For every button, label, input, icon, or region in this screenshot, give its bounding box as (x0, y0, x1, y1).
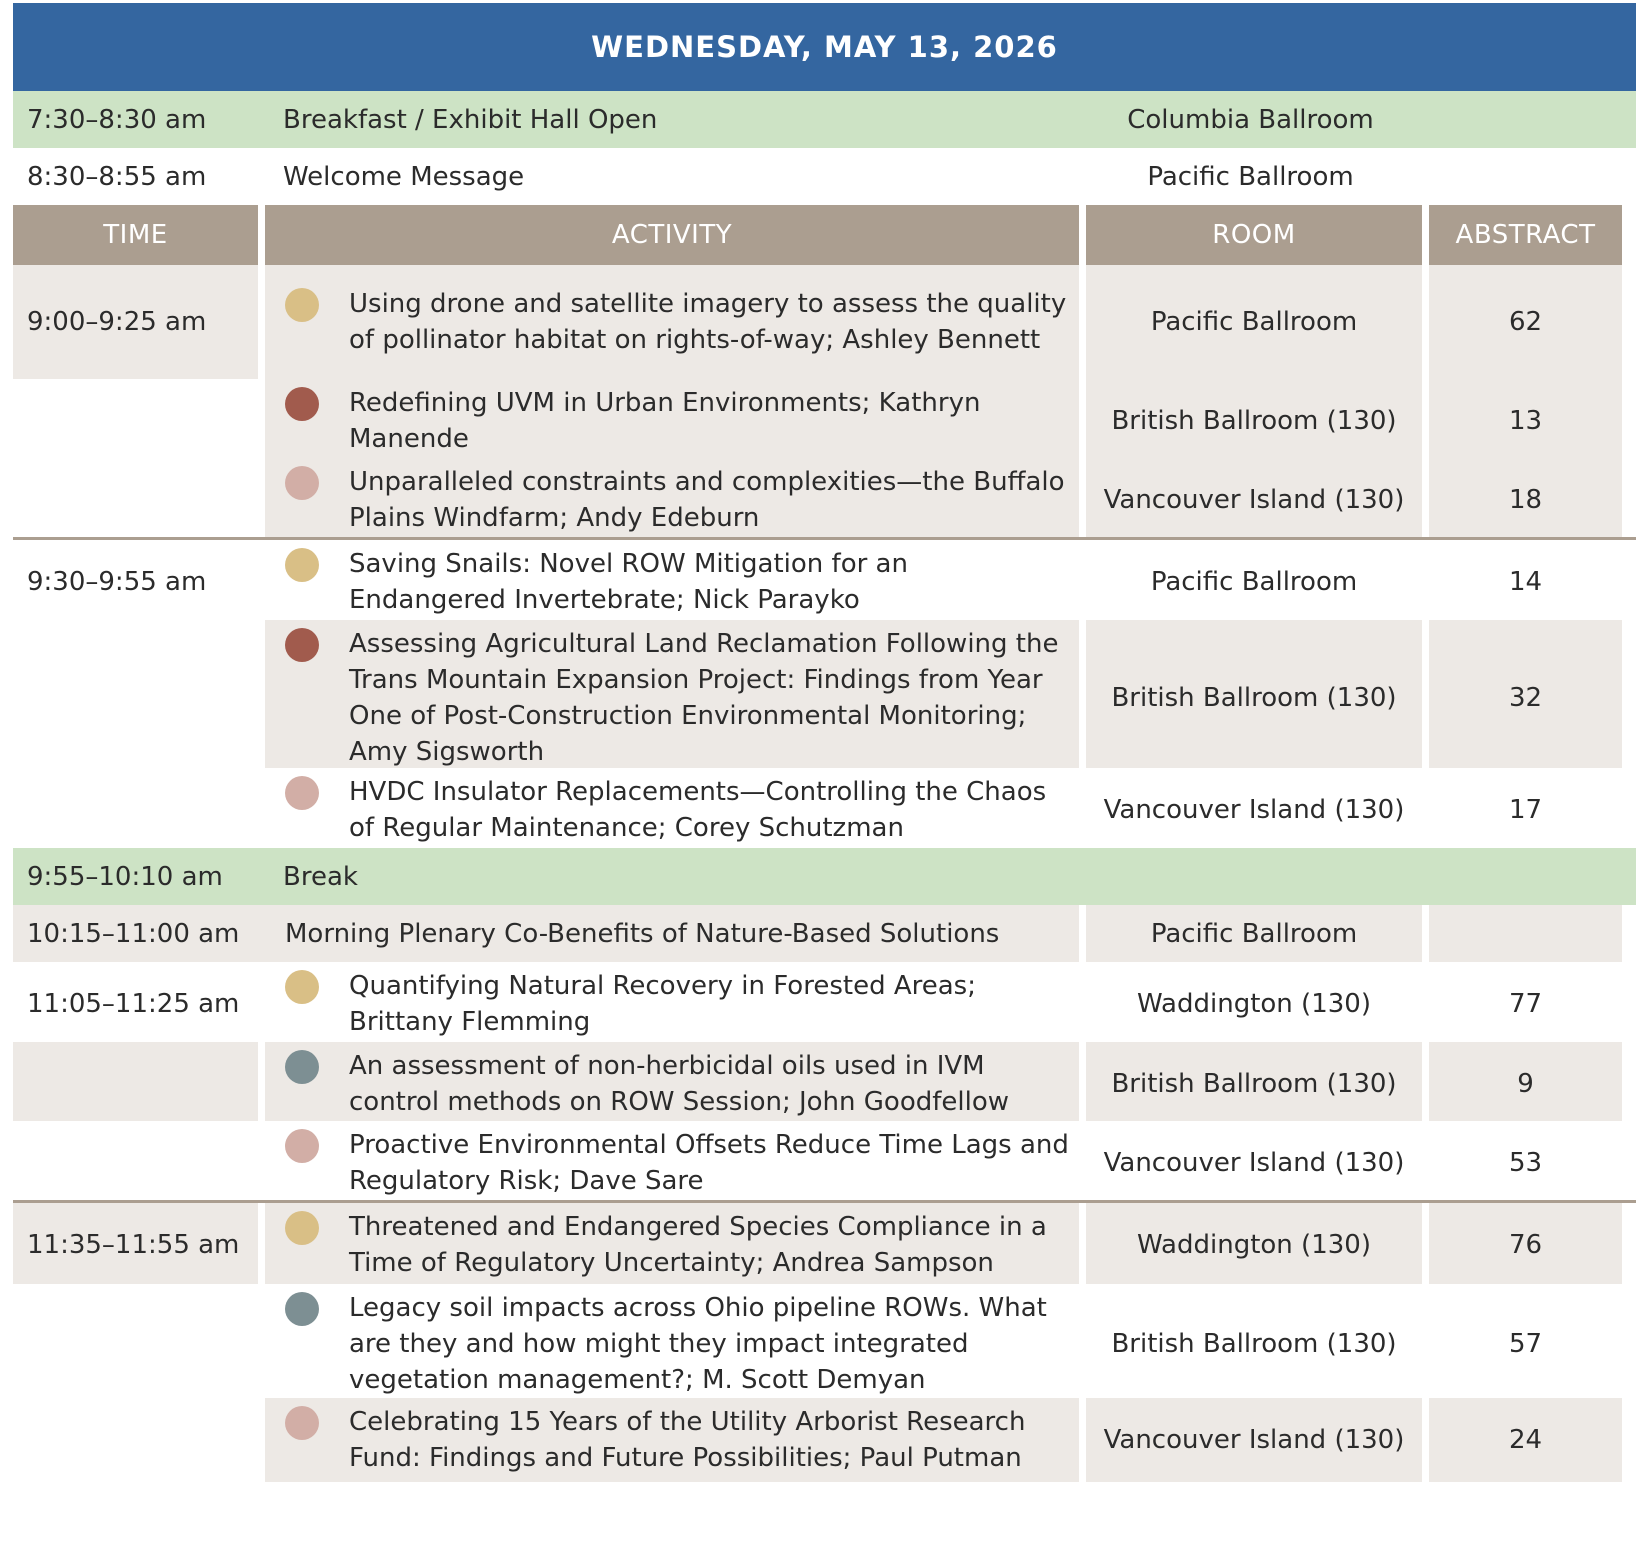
abstract-cell: 13 (1429, 379, 1622, 463)
activity-text: HVDC Insulator Replacements—Controlling the Chaos of Regular Maintenance; Corey Schutzman (349, 777, 1047, 843)
schedule-row (13, 1042, 1636, 1121)
time-cell: 7:30–8:30 am (27, 104, 207, 135)
activity-text: Proactive Environmental Offsets Reduce Time Lags and Regulatory Risk; Dave Sare (349, 1130, 1069, 1196)
session-dot-icon (285, 288, 319, 322)
room-cell: Pacific Ballroom (1086, 265, 1422, 379)
activity-cell (265, 962, 1079, 1046)
session-dot-icon (285, 1292, 319, 1326)
activity-cell (265, 265, 1079, 379)
time-cell (13, 768, 258, 852)
session-dot-icon (285, 387, 319, 421)
abstract-cell (1422, 848, 1636, 905)
abstract-cell: 24 (1429, 1398, 1622, 1482)
session-dot-icon (285, 1406, 319, 1440)
room-cell: Vancouver Island (130) (1086, 1121, 1422, 1205)
session-dot-icon (285, 466, 319, 500)
room-cell: British Ballroom (130) (1086, 1284, 1422, 1404)
time-cell (13, 1284, 258, 1404)
day-header (13, 3, 1636, 91)
activity-cell: Morning Plenary Co-Benefits of Nature-Based Solutions (258, 905, 1079, 962)
time-cell (13, 458, 258, 542)
schedule-row (13, 1121, 1636, 1200)
schedule-row (13, 620, 1636, 768)
column-header-row (13, 205, 1636, 265)
time-cell: 10:15–11:00 am (13, 905, 258, 962)
schedule-row-break (13, 848, 1636, 905)
time-cell (13, 1121, 258, 1205)
session-dot-icon (285, 628, 319, 662)
schedule-row (13, 1398, 1636, 1478)
activity-text: Legacy soil impacts across Ohio pipeline ROWs. What are they and how might they impact integrated vegetation management?; M. Scott Demyan (349, 1293, 1047, 1395)
abstract-cell: 17 (1429, 768, 1622, 852)
room-cell: Pacific Ballroom (1086, 540, 1422, 624)
room-cell: British Ballroom (130) (1086, 620, 1422, 776)
activity-cell (265, 1203, 1079, 1287)
abstract-cell (1429, 905, 1622, 962)
schedule-row (13, 379, 1636, 458)
time-cell (13, 1042, 258, 1126)
time-cell: 11:35–11:55 am (13, 1203, 258, 1287)
activity-cell: Welcome Message (283, 161, 525, 192)
session-dot-icon (285, 970, 319, 1004)
activity-cell: Breakfast / Exhibit Hall Open (283, 104, 658, 135)
room-cell: Vancouver Island (130) (1086, 1398, 1422, 1482)
abstract-cell: 62 (1429, 265, 1622, 379)
room-cell: British Ballroom (130) (1086, 1042, 1422, 1126)
time-cell: 9:55–10:10 am (27, 861, 223, 892)
schedule-row (13, 768, 1636, 848)
abstract-cell: 76 (1429, 1203, 1622, 1287)
activity-cell (265, 1042, 1079, 1126)
room-cell: Vancouver Island (130) (1086, 768, 1422, 852)
abstract-cell: 18 (1429, 458, 1622, 542)
abstract-cell: 77 (1429, 962, 1622, 1046)
room-cell: Columbia Ballroom (1127, 104, 1374, 135)
activity-text: Redefining UVM in Urban Environments; Kathryn Manende (349, 388, 981, 454)
activity-text: An assessment of non-herbicidal oils used in IVM control methods on ROW Session; John Goodfellow (349, 1051, 1010, 1117)
time-cell: 9:30–9:55 am (13, 540, 258, 624)
session-dot-icon (285, 548, 319, 582)
abstract-cell: 32 (1429, 620, 1622, 776)
column-header-abstract: ABSTRACT (1429, 205, 1622, 265)
room-cell: Waddington (130) (1086, 962, 1422, 1046)
session-dot-icon (285, 1050, 319, 1084)
abstract-cell: 9 (1429, 1042, 1622, 1126)
schedule-row-welcome (13, 148, 1636, 205)
day-title: WEDNESDAY, MAY 13, 2026 (591, 30, 1058, 64)
column-header-activity: ACTIVITY (265, 205, 1079, 265)
session-dot-icon (285, 776, 319, 810)
activity-cell (265, 620, 1079, 776)
activity-text: Using drone and satellite imagery to assess the quality of pollinator habitat on rights-of-way; Ashley Bennett (349, 289, 1067, 355)
room-cell: Pacific Ballroom (1086, 905, 1422, 962)
schedule-row-breakfast (13, 91, 1636, 148)
activity-text: Quantifying Natural Recovery in Forested Areas; Brittany Flemming (349, 971, 976, 1037)
abstract-cell: 14 (1429, 540, 1622, 624)
schedule-row (13, 962, 1636, 1042)
time-cell: 9:00–9:25 am (13, 265, 258, 379)
time-cell: 8:30–8:55 am (27, 161, 207, 192)
activity-cell (265, 379, 1079, 463)
schedule-row (13, 1284, 1636, 1398)
activity-cell (265, 1121, 1079, 1205)
schedule-row-plenary (13, 905, 1636, 962)
schedule-row (13, 265, 1636, 379)
time-cell (13, 620, 258, 776)
abstract-cell (1422, 91, 1636, 148)
column-header-room: ROOM (1086, 205, 1422, 265)
activity-text: Celebrating 15 Years of the Utility Arborist Research Fund: Findings and Future Possibilities; Paul Putman (349, 1407, 1026, 1473)
room-cell (1079, 848, 1422, 905)
schedule-table (13, 3, 1636, 1478)
room-cell: Pacific Ballroom (1147, 161, 1354, 192)
schedule-row (13, 458, 1636, 537)
session-dot-icon (285, 1211, 319, 1245)
time-cell (13, 1398, 258, 1482)
abstract-cell (1422, 148, 1636, 205)
session-dot-icon (285, 1129, 319, 1163)
activity-text: Unparalleled constraints and complexities—the Buffalo Plains Windfarm; Andy Edeburn (349, 467, 1065, 533)
schedule-row (13, 537, 1636, 620)
activity-cell (265, 458, 1079, 542)
activity-cell (265, 768, 1079, 852)
activity-text: Threatened and Endangered Species Compliance in a Time of Regulatory Uncertainty; Andrea Sampson (349, 1212, 1047, 1278)
room-cell: Waddington (130) (1086, 1203, 1422, 1287)
room-cell: British Ballroom (130) (1086, 379, 1422, 463)
time-cell (13, 379, 258, 463)
activity-cell (265, 1284, 1079, 1404)
activity-cell (265, 540, 1079, 624)
activity-cell: Break (283, 861, 358, 892)
activity-cell (265, 1398, 1079, 1482)
activity-text: Saving Snails: Novel ROW Mitigation for an Endangered Invertebrate; Nick Parayko (349, 549, 908, 615)
column-header-time: TIME (13, 205, 258, 265)
activity-text: Assessing Agricultural Land Reclamation Following the Trans Mountain Expansion Project: Findings from Year One of Post-Construction Environmental Monitoring; Amy Sigsworth (349, 629, 1059, 767)
schedule-row (13, 1200, 1636, 1284)
room-cell: Vancouver Island (130) (1086, 458, 1422, 542)
time-cell: 11:05–11:25 am (13, 962, 258, 1046)
abstract-cell: 57 (1429, 1284, 1622, 1404)
abstract-cell: 53 (1429, 1121, 1622, 1205)
